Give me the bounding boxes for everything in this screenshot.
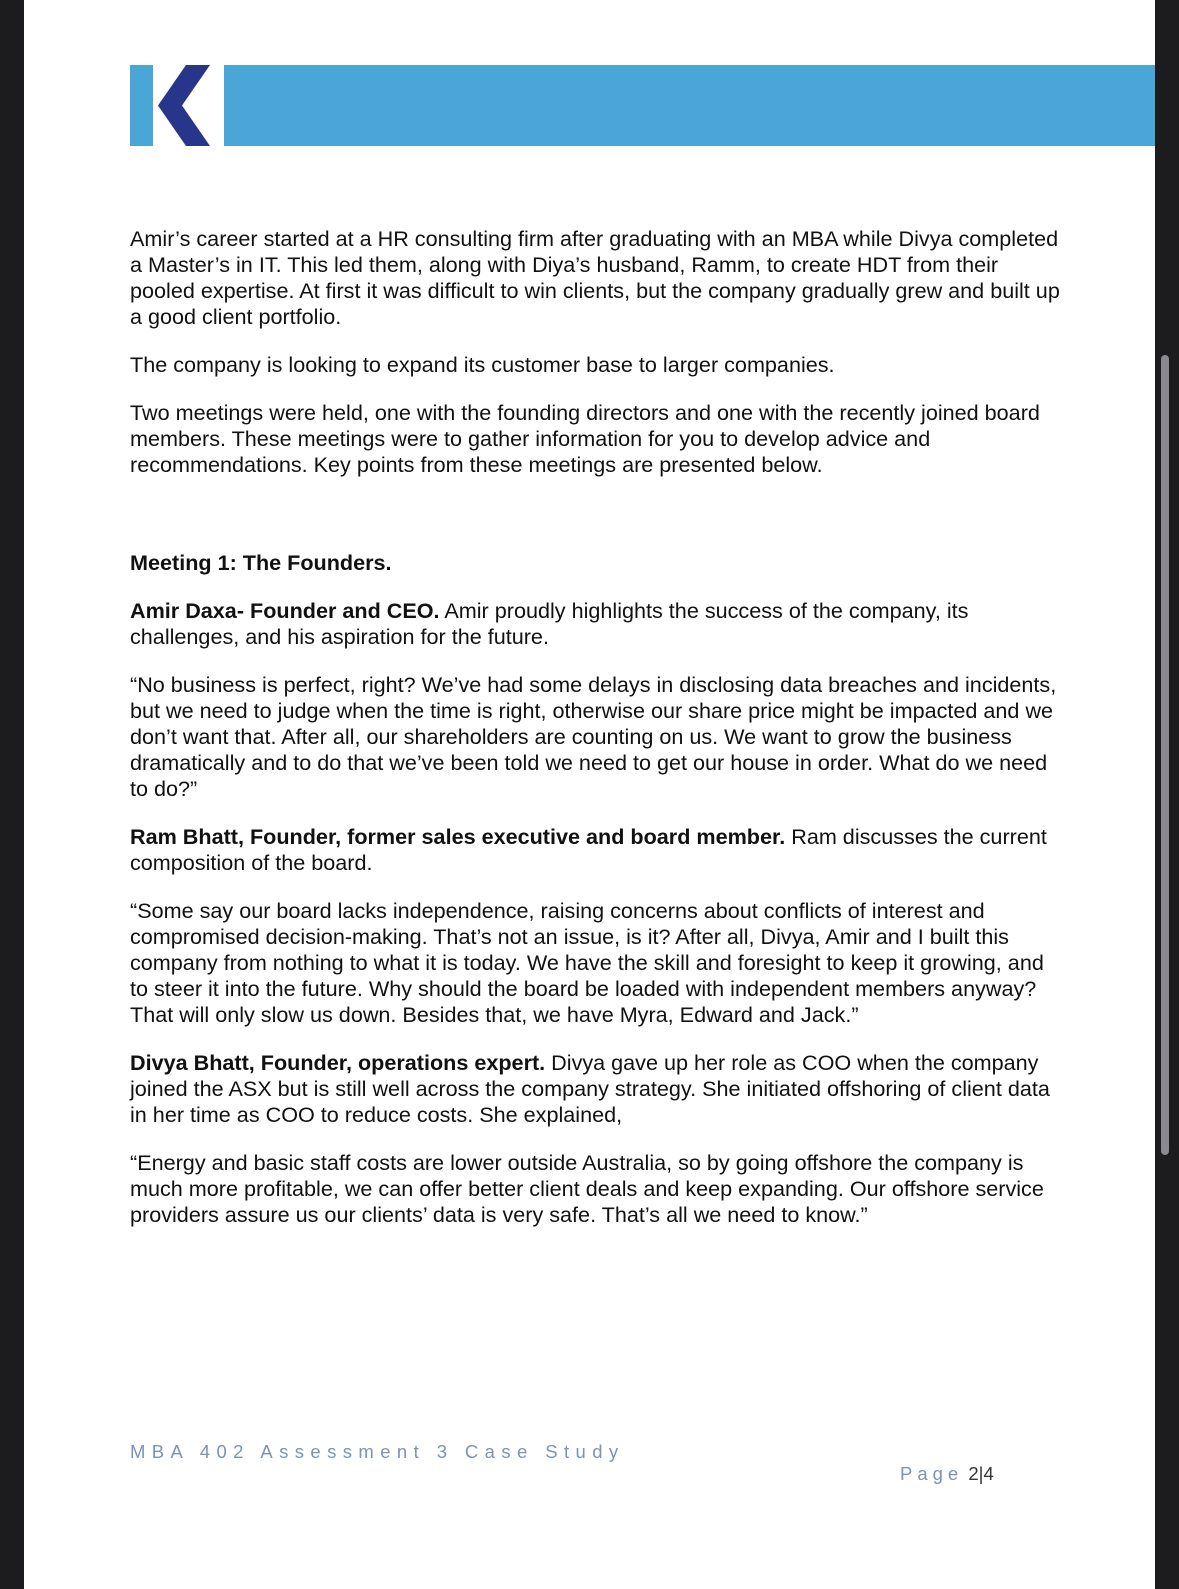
document-body <box>130 226 1060 1250</box>
k-logo-icon <box>130 65 210 146</box>
amir-intro-text: Amir proudly highlights the success of the company, its challenges, and his aspiration for the future. <box>130 598 969 649</box>
page-current: 2 <box>968 1463 979 1484</box>
footer-page-number <box>900 1463 994 1485</box>
divya-name-lead: Divya Bhatt, Founder, operations expert. <box>130 1050 546 1075</box>
paragraph-ram-intro <box>130 824 1060 876</box>
divya-intro-text: Divya gave up her role as COO when the company joined the ASX but is still well across the company strategy. She initiated offshoring of client data in her time as COO to reduce costs. She explained, <box>130 1050 1050 1127</box>
paragraph-expansion: The company is looking to expand its customer base to larger companies. <box>130 352 835 377</box>
header-bar <box>224 65 1155 146</box>
paragraph-amir-quote: “No business is perfect, right? We’ve had some delays in disclosing data breaches and incidents, but we need to judge when the time is right, otherwise our share price might be impacted and we don’t want that. After all, our shareholders are counting on us. We want to grow the business dramatically and to do that we’ve been told we need to get our house in order. What do we need to do?” <box>130 672 1057 801</box>
paragraph-divya-quote: “Energy and basic staff costs are lower outside Australia, so by going offshore the company is much more profitable, we can offer better client deals and keep expanding. Our offshore service providers assure us our clients’ data is very safe. That’s all we need to know.” <box>130 1150 1044 1227</box>
document-page <box>24 0 1155 1589</box>
section-heading-meeting-1: Meeting 1: The Founders. <box>130 550 392 575</box>
paragraph-divya-intro <box>130 1050 1060 1128</box>
page-total: 4 <box>983 1463 994 1484</box>
page-separator: | <box>978 1463 984 1484</box>
amir-name-lead: Amir Daxa- Founder and CEO. <box>130 598 440 623</box>
ram-name-lead: Ram Bhatt, Founder, former sales executive and board member. <box>130 824 786 849</box>
footer-document-title: MBA 402 Assessment 3 Case Study <box>130 1441 625 1462</box>
paragraph-ram-quote: “Some say our board lacks independence, raising concerns about conflicts of interest and compromised decision-making. That’s not an issue, is it? After all, Divya, Amir and I built this company from nothing to what it is today. We have the skill and foresight to keep it growing, and to steer it into the future. Why should the board be loaded with independent members anyway? That will only slow us down. Besides that, we have Myra, Edward and Jack.” <box>130 898 1044 1027</box>
scrollbar-thumb[interactable] <box>1161 355 1169 1155</box>
paragraph-background: Amir’s career started at a HR consulting firm after graduating with an MBA while Divya completed a Master’s in IT. This led them, along with Diya’s husband, Ramm, to create HDT from their pooled expertise. At first it was difficult to win clients, but the company gradually grew and built up a good client portfolio. <box>130 226 1060 329</box>
ram-intro-text: Ram discusses the current composition of the board. <box>130 824 1047 875</box>
paragraph-amir-intro <box>130 598 1060 650</box>
paragraph-meetings: Two meetings were held, one with the founding directors and one with the recently joined board members. These meetings were to gather information for you to develop advice and recommendations. Key points from these meetings are presented below. <box>130 400 1040 477</box>
page-label: Page <box>900 1463 964 1484</box>
